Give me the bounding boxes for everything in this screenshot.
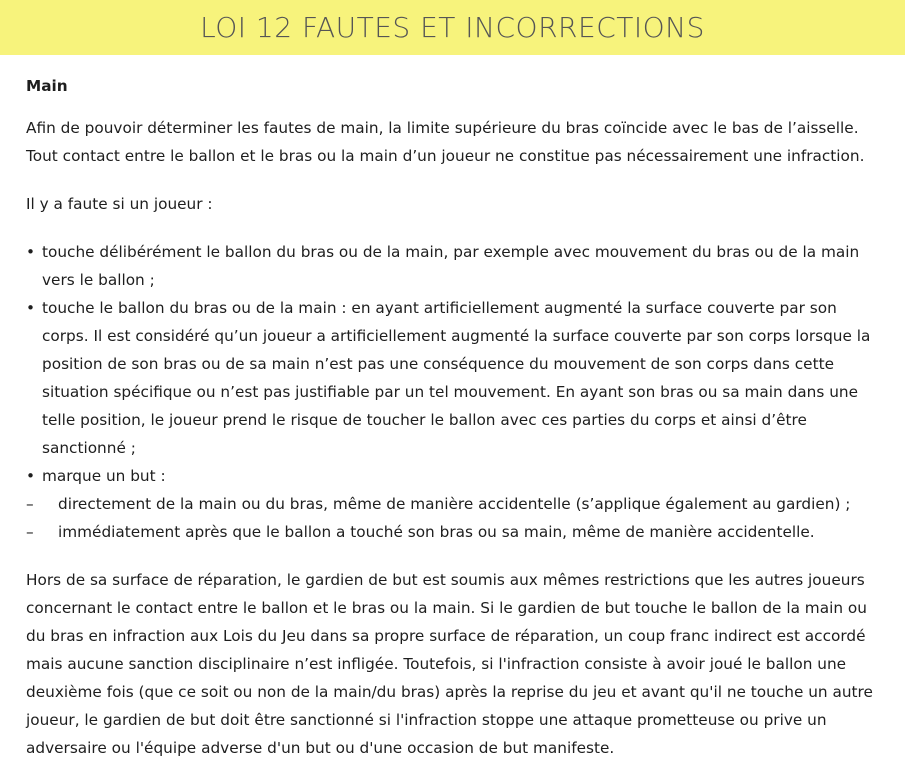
sub-list-item-text: immédiatement après que le ballon a touché son bras ou sa main, même de manière accidentelle.	[58, 523, 815, 541]
goalkeeper-paragraph: Hors de sa surface de réparation, le gardien de but est soumis aux mêmes restrictions que les autres joueurs concernant le contact entre le ballon et le bras ou la main. Si le gardien de but touche le ballon de la main ou du bras en infraction aux Lois du Jeu dans sa propre surface de réparation, un coup franc indirect est accordé mais aucune sanction disciplinaire n’est infligée. Toutefois, si l'infraction consiste à avoir joué le ballon une deuxième fois (que ce soit ou non de la main/du bras) après la reprise du jeu et avant qu'il ne touche un autre joueur, le gardien de but doit être sanctionné si l'infraction stoppe une attaque prometteuse ou prive un adversaire ou l'équipe adverse d'un but ou d'une occasion de but manifeste.	[26, 571, 873, 757]
list-item-text: touche le ballon du bras ou de la main : en ayant artificiellement augmenté la surface couverte par son corps. Il est considéré qu’un joueur a artificiellement augmenté la surface couverte par son corps lorsque la position de son bras ou de sa main n’est pas une conséquence du mouvement de son corps dans cette situation spécifique ou n’est pas justifiable par un tel mouvement. En ayant son bras ou sa main dans une telle position, le joueur prend le risque de toucher le ballon avec ces parties du corps et ainsi d’être sanctionné ;	[42, 299, 871, 457]
fault-list	[26, 238, 879, 546]
bullet-marker: •	[26, 243, 36, 261]
list-item-text: marque un but :	[42, 467, 166, 485]
sub-list-item	[26, 490, 879, 518]
lead-paragraph: Il y a faute si un joueur :	[26, 195, 213, 213]
sub-list-item	[26, 518, 879, 546]
bullet-marker: •	[26, 467, 36, 485]
goal-sublist	[26, 490, 879, 546]
page-title: LOI 12 FAUTES ET INCORRECTIONS	[200, 11, 705, 44]
list-item	[26, 462, 879, 546]
list-item	[26, 294, 879, 462]
dash-marker: –	[26, 523, 34, 541]
list-item-text: touche délibérément le ballon du bras ou de la main, par exemple avec mouvement du bras ou de la main vers le ballon ;	[42, 243, 860, 289]
law-title-banner	[0, 0, 905, 55]
bullet-marker: •	[26, 299, 36, 317]
law-content	[0, 72, 905, 762]
sub-list-item-text: directement de la main ou du bras, même de manière accidentelle (s’applique également au gardien) ;	[58, 495, 851, 513]
intro-paragraph: Afin de pouvoir déterminer les fautes de main, la limite supérieure du bras coïncide avec le bas de l’aisselle. Tout contact entre le ballon et le bras ou la main d’un joueur ne constitue pas nécessairement une infraction.	[26, 119, 865, 165]
section-title: Main	[26, 77, 68, 95]
dash-marker: –	[26, 495, 34, 513]
list-item	[26, 238, 879, 294]
